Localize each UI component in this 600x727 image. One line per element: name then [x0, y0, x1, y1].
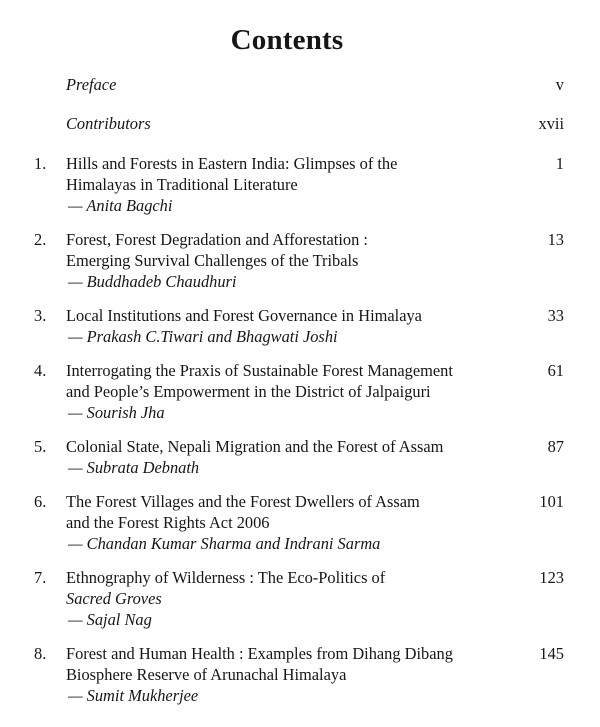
chapter-number: 4. [34, 361, 47, 380]
chapter-number: 2. [34, 230, 47, 249]
chapter-number: 5. [34, 437, 47, 456]
chapter-page-number: 101 [539, 492, 564, 511]
chapter-title-line: Ethnography of Wilderness : The Eco-Politics of [66, 568, 386, 587]
toc-entry-preface-title: Preface [66, 75, 117, 94]
chapter-title-line: Hills and Forests in Eastern India: Glimpses of the [66, 154, 398, 173]
chapter-number: 7. [34, 568, 47, 587]
chapter-page-number: 13 [547, 230, 564, 249]
chapter-page-number: 61 [547, 361, 564, 380]
chapter-number: 8. [34, 644, 47, 663]
chapter-author: — Subrata Debnath [68, 458, 200, 477]
chapter-author: — Buddhadeb Chaudhuri [68, 272, 237, 291]
chapter-author: — Prakash C.Tiwari and Bhagwati Joshi [68, 327, 338, 346]
chapter-page-number: 1 [555, 154, 564, 173]
chapter-number: 1. [34, 154, 47, 173]
chapter-author: — Sumit Mukherjee [68, 686, 199, 705]
chapter-author: — Anita Bagchi [68, 196, 173, 215]
chapter-title-line: Local Institutions and Forest Governance in Himalaya [66, 306, 422, 325]
chapter-title-line: Interrogating the Praxis of Sustainable Forest Management [66, 361, 453, 380]
toc-entry-preface-page: v [555, 75, 564, 94]
chapter-number: 3. [34, 306, 47, 325]
page-title: Contents [230, 24, 344, 56]
chapter-title-line: The Forest Villages and the Forest Dwellers of Assam [66, 492, 420, 511]
chapter-author: — Sourish Jha [68, 403, 165, 422]
chapter-author: — Sajal Nag [68, 610, 152, 629]
chapter-title-line: Himalayas in Traditional Literature [66, 175, 298, 194]
chapter-author: — Chandan Kumar Sharma and Indrani Sarma [68, 534, 381, 553]
chapter-page-number: 145 [539, 644, 564, 663]
chapter-title-line: Colonial State, Nepali Migration and the Forest of Assam [66, 437, 444, 456]
chapter-title-line: and People’s Empowerment in the District of Jalpaiguri [66, 382, 431, 401]
chapter-title-line: and the Forest Rights Act 2006 [66, 513, 270, 532]
chapter-title-line: Forest and Human Health : Examples from Dihang Dibang [66, 644, 453, 663]
toc-entry-contributors-title: Contributors [66, 114, 151, 133]
chapter-page-number: 123 [539, 568, 564, 587]
chapter-title-line: Forest, Forest Degradation and Afforestation : [66, 230, 368, 249]
toc-entry-contributors-page: xvii [538, 114, 564, 133]
chapter-title-line: Emerging Survival Challenges of the Tribals [66, 251, 359, 270]
chapter-page-number: 87 [547, 437, 564, 456]
chapter-number: 6. [34, 492, 47, 511]
chapter-page-number: 33 [547, 306, 564, 325]
chapter-title-line: Sacred Groves [66, 589, 162, 608]
chapter-title-line: Biosphere Reserve of Arunachal Himalaya [66, 665, 347, 684]
